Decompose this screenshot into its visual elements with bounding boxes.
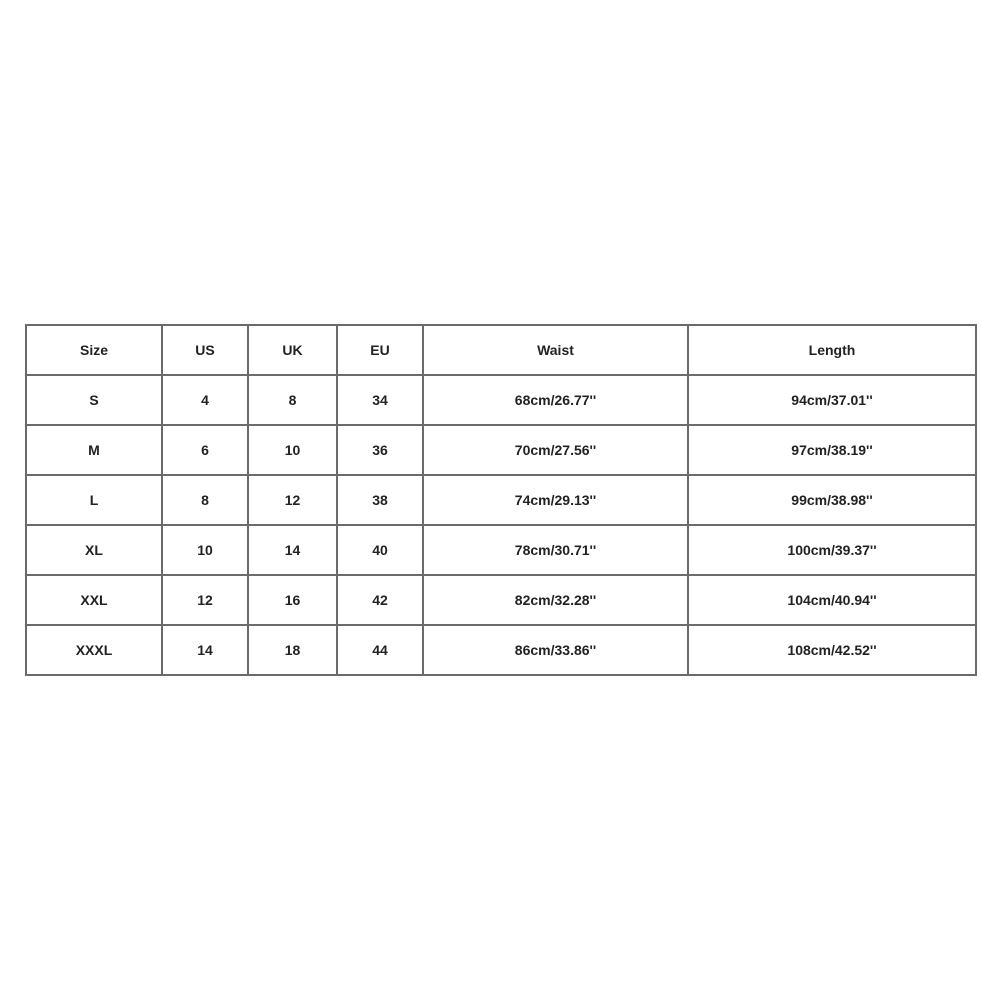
cell-length: 108cm/42.52'' <box>688 625 976 675</box>
cell-us: 6 <box>162 425 248 475</box>
table-row <box>26 625 976 675</box>
cell-uk: 14 <box>248 525 337 575</box>
cell-us: 14 <box>162 625 248 675</box>
header-waist: Waist <box>423 325 688 375</box>
table-row <box>26 525 976 575</box>
cell-eu: 34 <box>337 375 423 425</box>
cell-size: S <box>26 375 162 425</box>
header-length: Length <box>688 325 976 375</box>
cell-us: 12 <box>162 575 248 625</box>
cell-eu: 40 <box>337 525 423 575</box>
cell-size: XL <box>26 525 162 575</box>
table-header-row <box>26 325 976 375</box>
cell-length: 97cm/38.19'' <box>688 425 976 475</box>
table-row <box>26 425 976 475</box>
cell-uk: 8 <box>248 375 337 425</box>
cell-us: 4 <box>162 375 248 425</box>
cell-waist: 86cm/33.86'' <box>423 625 688 675</box>
table-row <box>26 475 976 525</box>
cell-length: 104cm/40.94'' <box>688 575 976 625</box>
cell-waist: 70cm/27.56'' <box>423 425 688 475</box>
cell-length: 99cm/38.98'' <box>688 475 976 525</box>
cell-us: 8 <box>162 475 248 525</box>
table-row <box>26 375 976 425</box>
cell-length: 100cm/39.37'' <box>688 525 976 575</box>
cell-waist: 68cm/26.77'' <box>423 375 688 425</box>
cell-us: 10 <box>162 525 248 575</box>
header-size: Size <box>26 325 162 375</box>
cell-size: L <box>26 475 162 525</box>
cell-waist: 74cm/29.13'' <box>423 475 688 525</box>
cell-uk: 18 <box>248 625 337 675</box>
cell-waist: 82cm/32.28'' <box>423 575 688 625</box>
cell-waist: 78cm/30.71'' <box>423 525 688 575</box>
cell-uk: 10 <box>248 425 337 475</box>
size-chart-table <box>25 324 977 676</box>
cell-eu: 42 <box>337 575 423 625</box>
cell-length: 94cm/37.01'' <box>688 375 976 425</box>
cell-uk: 12 <box>248 475 337 525</box>
cell-size: M <box>26 425 162 475</box>
header-eu: EU <box>337 325 423 375</box>
header-us: US <box>162 325 248 375</box>
header-uk: UK <box>248 325 337 375</box>
cell-uk: 16 <box>248 575 337 625</box>
cell-size: XXXL <box>26 625 162 675</box>
cell-eu: 44 <box>337 625 423 675</box>
cell-size: XXL <box>26 575 162 625</box>
cell-eu: 38 <box>337 475 423 525</box>
table-row <box>26 575 976 625</box>
cell-eu: 36 <box>337 425 423 475</box>
